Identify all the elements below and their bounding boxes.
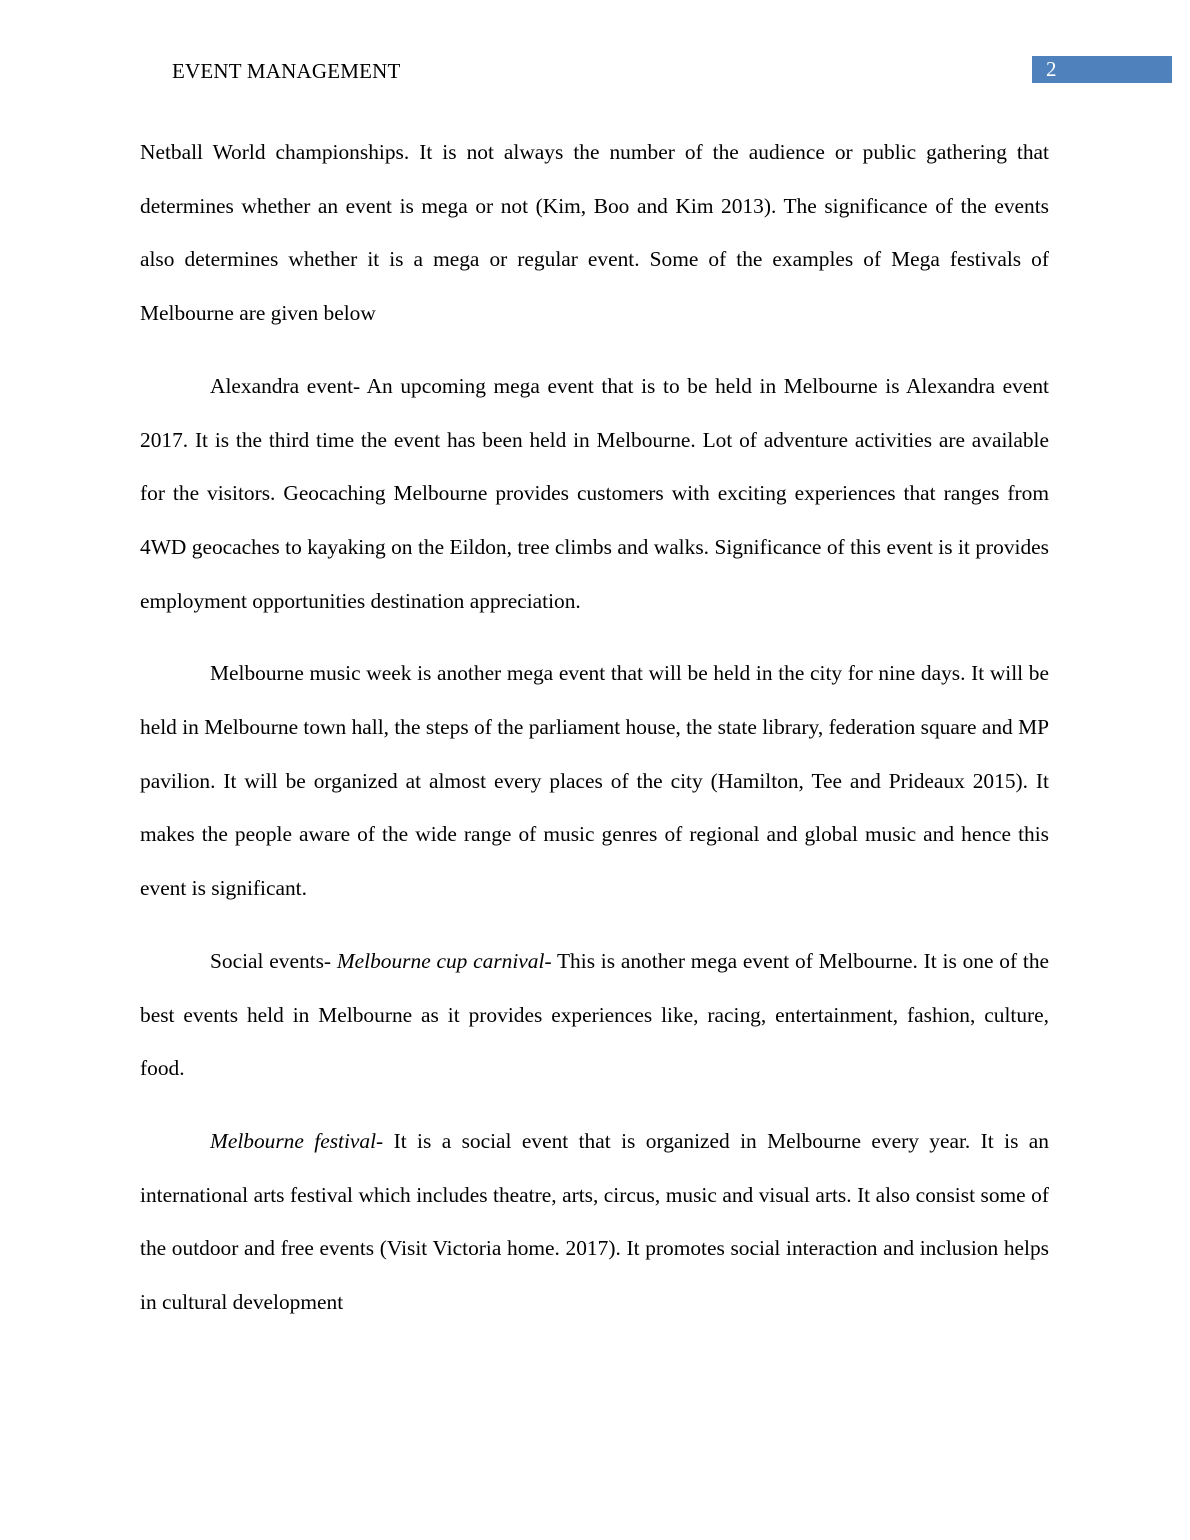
paragraph-melbourne-music-week: Melbourne music week is another mega event that will be held in the city for nine days. It will be held in Melbourne town hall, the steps of the parliament house, the state library, federation square and MP pavilion. It will be organized at almost every places of the city (Hamilton, Tee and Prideaux 2015). It makes the people aware of the wide range of music genres of regional and global music and hence this event is significant. [140, 661, 1049, 901]
paragraph-alexandra-event: Alexandra event- An upcoming mega event that is to be held in Melbourne is Alexandra event 2017. It is the third time the event has been held in Melbourne. Lot of adventure activities are available for the visitors. Geocaching Melbourne provides customers with exciting experiences that ranges from 4WD geocaches to kayaking on the Eildon, tree climbs and walks. Significance of this event is it provides employment opportunities destination appreciation. [140, 373, 1049, 613]
paragraph-intro: Netball World championships. It is not always the number of the audience or public gathering that determines whether an event is mega or not (Kim, Boo and Kim 2013). The significance of the events also determines whether it is a mega or regular event. Some of the examples of Mega festivals of Melbourne are given below [140, 140, 1049, 326]
document-body [140, 126, 1049, 1349]
event-name-italic: Melbourne cup carnival- [336, 948, 552, 973]
page-number-badge [1032, 56, 1172, 83]
paragraph-body-text: This is another mega event of Melbourne. It is one of the best events held in Melbourne as it provides experiences like, racing, entertainment, fashion, culture, food. [140, 948, 1050, 1081]
running-header-title: EVENT MANAGEMENT [172, 59, 401, 83]
paragraph-lead-text: Social events- [210, 948, 337, 973]
event-name-italic: Melbourne festival- [210, 1128, 384, 1153]
paragraph-melbourne-cup-carnival [140, 935, 1049, 1096]
paragraph-melbourne-festival [140, 1115, 1049, 1330]
paragraph-body-text: It is a social event that is organized in Melbourne every year. It is an international arts festival which includes theatre, arts, circus, music and visual arts. It also consist some of the outdoor and free events (Visit Victoria home. 2017). It promotes social interaction and inclusion helps in cultural development [140, 1128, 1050, 1315]
page-number: 2 [1046, 57, 1057, 81]
